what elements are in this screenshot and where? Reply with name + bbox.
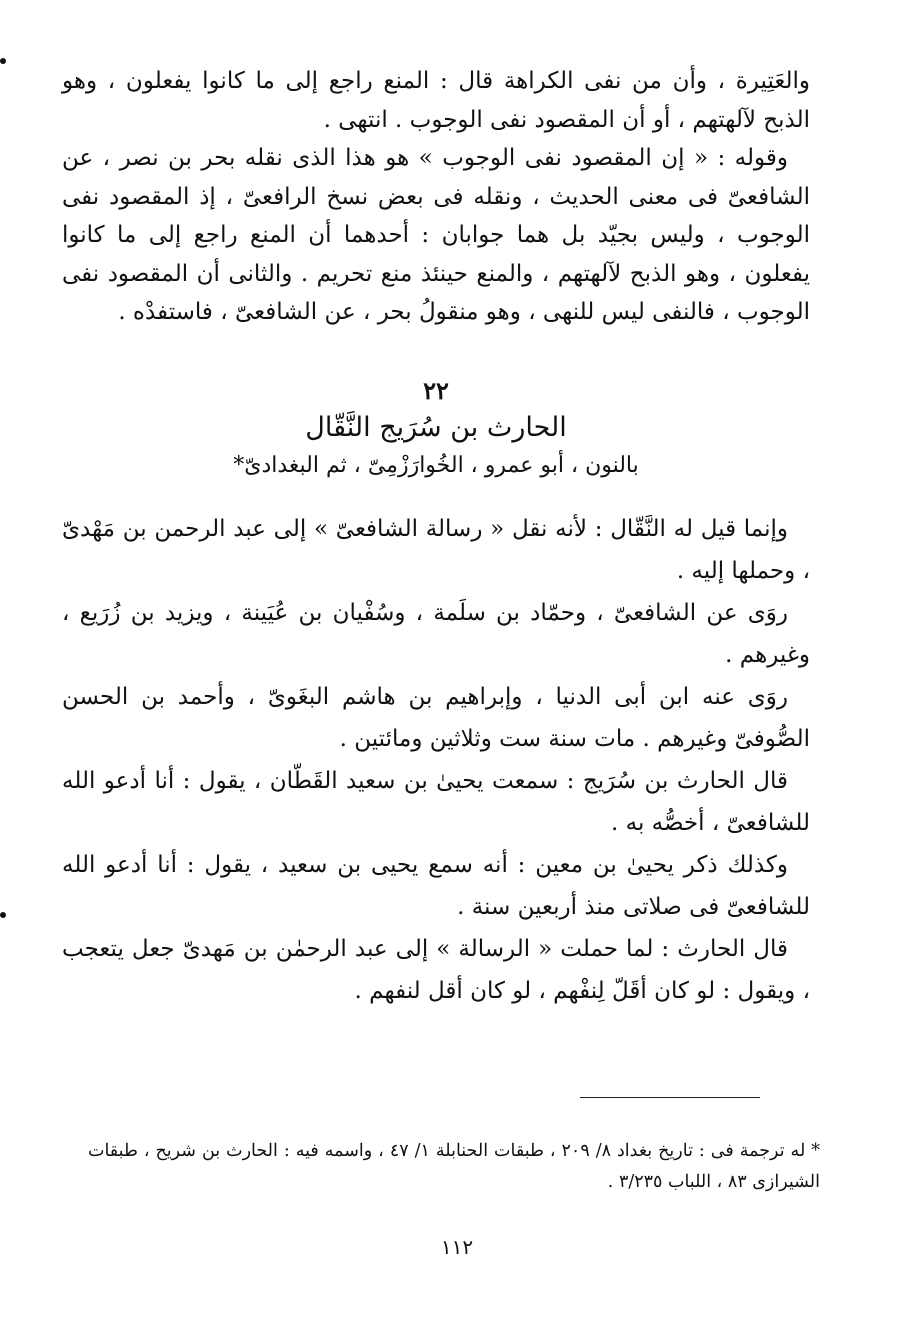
biography-paragraph: وكذلك ذكر يحيىٰ بن معين : أنه سمع يحيى بن سعيد ، يقول : أنا أدعو الله للشافعىّ فى صلاتى منذ أربعين سنة . — [62, 851, 810, 920]
page-number: ١١٢ — [440, 1235, 474, 1259]
biography-paragraph: قال الحارث : لما حملت « الرسالة » إلى عبد الرحمٰن بن مَهدىّ جعل يتعجب ، ويقول : لو كان أقَلّ لِنفْهم ، لو كان أقل لنفهم . — [62, 935, 810, 1004]
entry-name: الحارث بن سُرَيج النَّقّال — [305, 411, 567, 443]
entry-number: ٢٢ — [423, 375, 449, 405]
scan-edge-mark — [0, 912, 6, 918]
biography-section — [62, 508, 810, 1012]
scan-edge-mark — [0, 58, 6, 64]
entry-heading — [62, 374, 810, 482]
paragraph-commentary: وقوله : « إن المقصود نفى الوجوب » هو هذا الذى نقله بحر بن نصر ، عن الشافعىّ فى معنى الحديث ، ونقله فى بعض نسخ الرافعىّ ، إذ المقصود نفى الوجوب ، وليس بجيّد بل هما جوابان : أحدهما أن المنع راجع إلى ما كانوا يفعلون ، وهو الذبح لآلهتهم ، والمنع حينئذ منع تحريم . والثانى أن المقصود نفى الوجوب ، فالنفى ليس للنهى ، وهو منقولُ بحر ، عن الشافعىّ ، فاستفدْه . — [62, 145, 810, 325]
page-body — [62, 62, 810, 1012]
biography-paragraph: قال الحارث بن سُرَيج : سمعت يحيىٰ بن سعيد القَطّان ، يقول : أنا أدعو الله للشافعىّ ، أخصُّه به . — [62, 767, 810, 836]
biography-paragraph: روَى عن الشافعىّ ، وحمّاد بن سلَمة ، وسُفْيان بن عُيَينة ، ويزيد بن زُرَيع ، وغيرهم . — [62, 599, 810, 668]
footnote: * له ترجمة فى : تاريخ بغداد ٨/ ٢٠٩ ، طبقات الحنابلة ١/ ٤٧ ، واسمه فيه : الحارث بن شريح ، طبقات الشيرازى ٨٣ ، اللباب ٣/٢٣٥ . — [88, 1141, 821, 1192]
entry-subtitle: بالنون ، أبو عمرو ، الخُوارَزْمِىّ ، ثم البغدادىّ* — [233, 452, 639, 478]
biography-paragraph: وإنما قيل له النَّقّال : لأنه نقل « رسالة الشافعىّ » إلى عبد الرحمن بن مَهْدىّ ، وحملها إليه . — [62, 515, 810, 584]
footnote-divider — [580, 1097, 760, 1098]
biography-paragraph: روَى عنه ابن أبى الدنيا ، وإبراهيم بن هاشم البغَوىّ ، وأحمد بن الحسن الصُّوفىّ وغيرهم . مات سنة ست وثلاثين ومائتين . — [62, 683, 810, 752]
paragraph-continuation: والعَتِيرة ، وأن من نفى الكراهة قال : المنع راجع إلى ما كانوا يفعلون ، وهو الذبح لآلهتهم ، أو أن المقصود نفى الوجوب . انتهى . — [62, 68, 810, 133]
